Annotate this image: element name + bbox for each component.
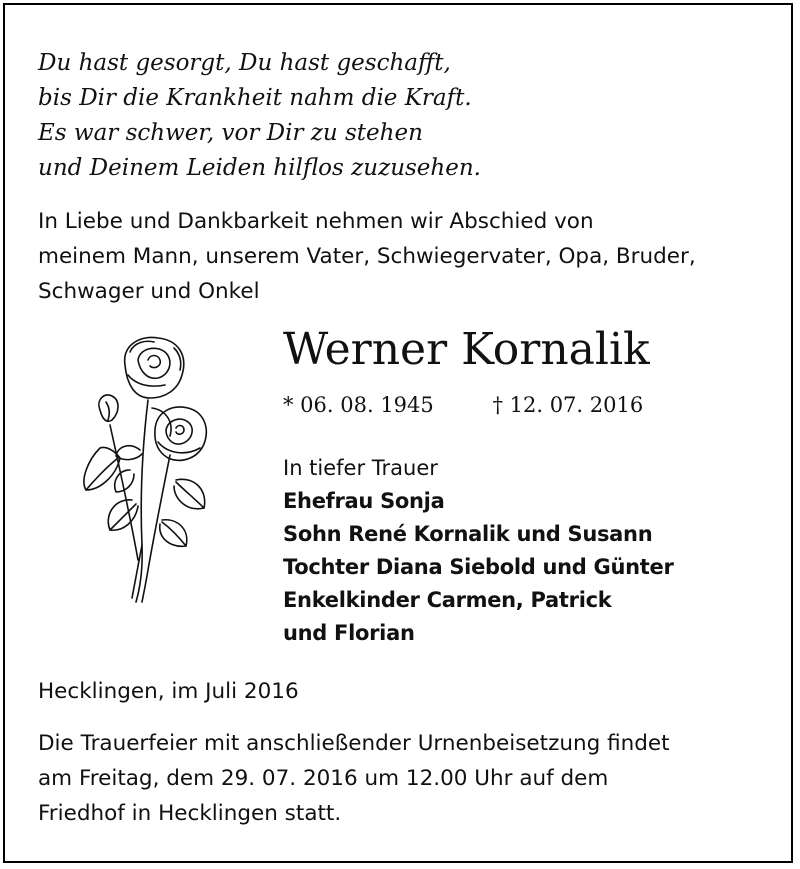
life-dates (283, 390, 643, 420)
ceremony-notice (38, 726, 768, 831)
intro-line: In Liebe und Dankbarkeit nehmen wir Abschied von (38, 209, 594, 234)
ceremony-line: am Freitag, dem 29. 07. 2016 um 12.00 Uhr auf dem (38, 766, 609, 791)
farewell-intro (38, 204, 768, 309)
family-member: Ehefrau Sonja (283, 489, 445, 513)
intro-line: Schwager und Onkel (38, 279, 260, 304)
poem (38, 46, 598, 186)
poem-line: Du hast gesorgt, Du hast geschafft, (38, 50, 451, 76)
death-date: † 12. 07. 2016 (492, 393, 644, 417)
rose-illustration-icon (70, 330, 220, 605)
family-member: Sohn René Kornalik und Susann (283, 522, 653, 546)
deceased-name: Werner Kornalik (283, 324, 650, 375)
birth-date: * 06. 08. 1945 (283, 393, 434, 417)
mourning-heading: In tiefer Trauer (283, 456, 438, 480)
intro-line: meinem Mann, unserem Vater, Schwiegervater, Opa, Bruder, (38, 244, 696, 269)
family-member: Tochter Diana Siebold und Günter (283, 555, 674, 579)
poem-line: Es war schwer, vor Dir zu stehen (38, 120, 423, 146)
poem-line: und Deinem Leiden hilflos zuzusehen. (38, 155, 481, 181)
family-member: Enkelkinder Carmen, Patrick (283, 588, 612, 612)
poem-line: bis Dir die Krankheit nahm die Kraft. (38, 85, 472, 111)
place-and-date: Hecklingen, im Juli 2016 (38, 679, 299, 704)
mourners-list (283, 452, 674, 650)
ceremony-line: Friedhof in Hecklingen statt. (38, 801, 342, 826)
ceremony-line: Die Trauerfeier mit anschließender Urnenbeisetzung findet (38, 731, 670, 756)
family-member: und Florian (283, 621, 415, 645)
